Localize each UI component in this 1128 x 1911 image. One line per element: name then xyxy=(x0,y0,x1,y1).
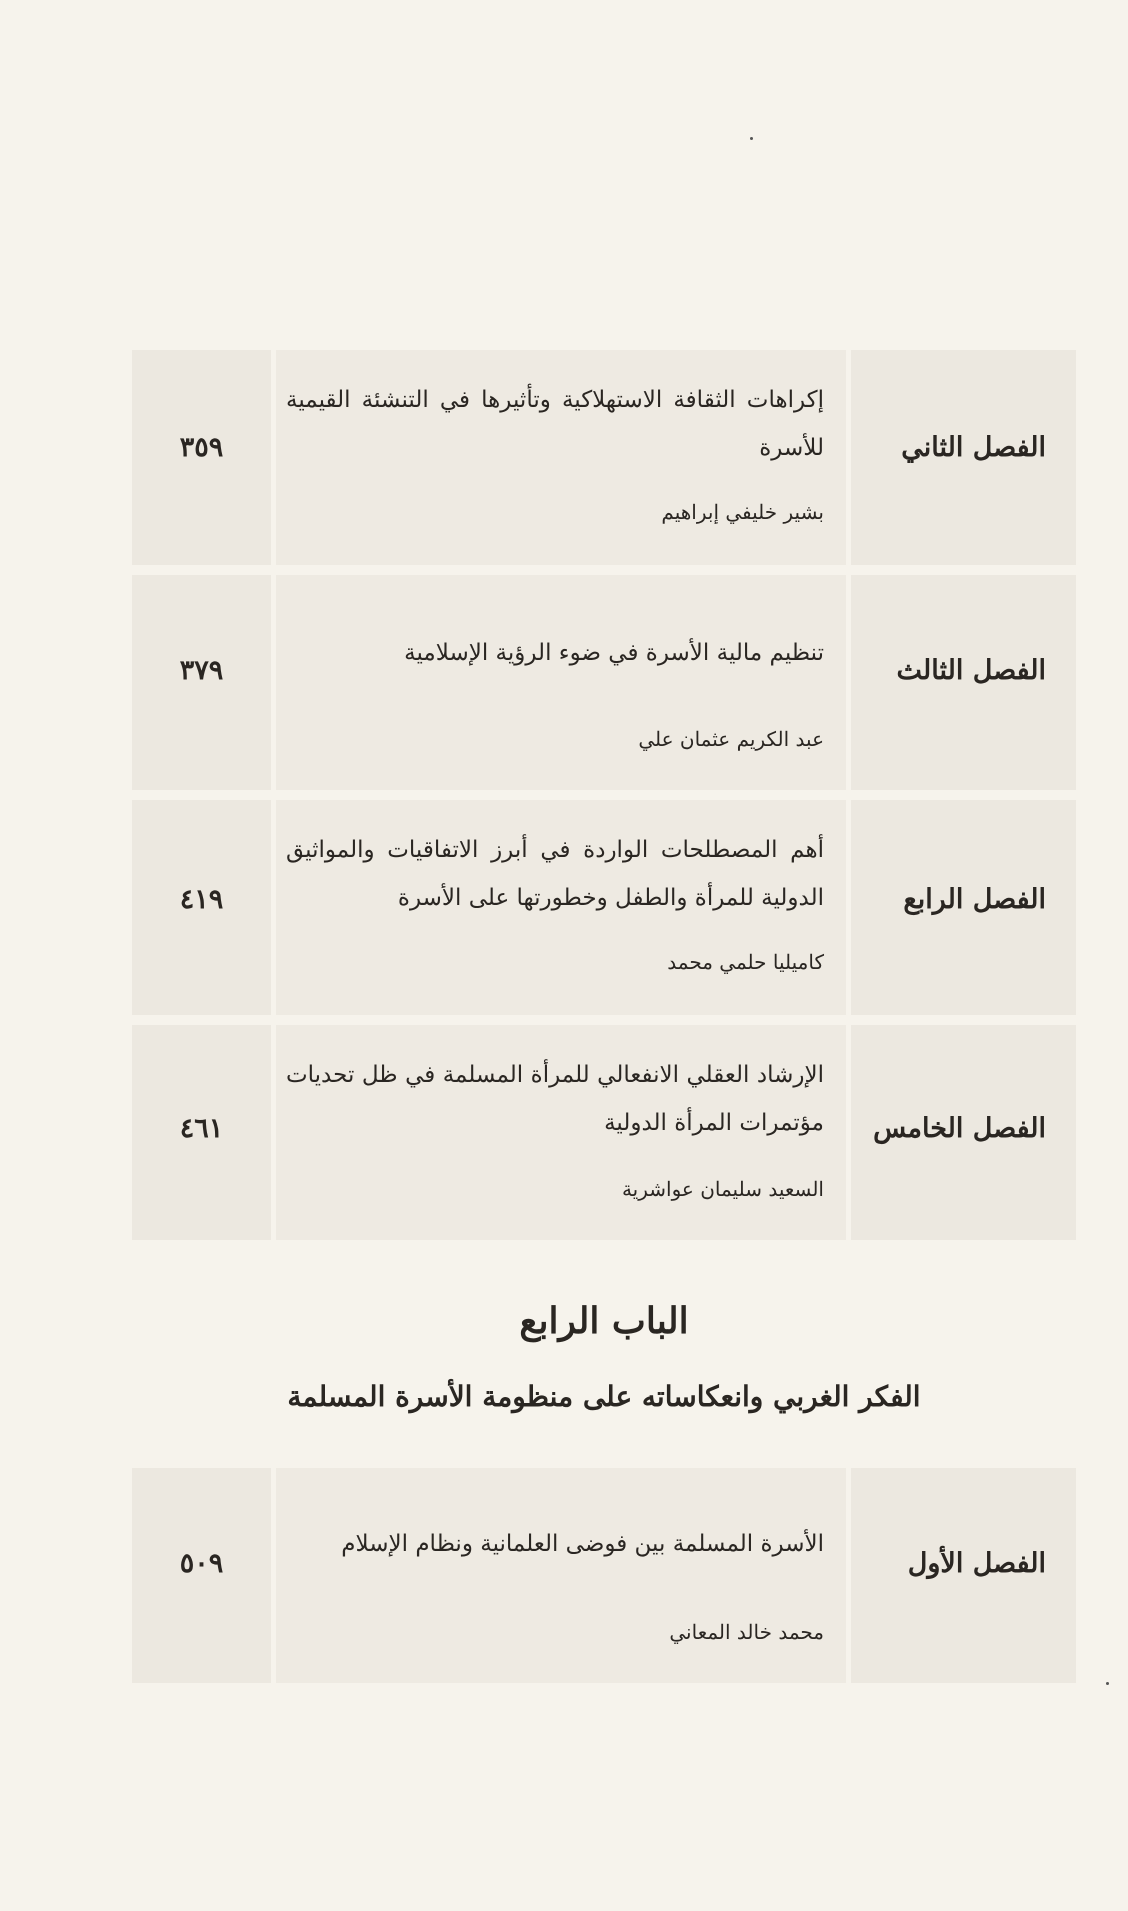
chapter-cell xyxy=(851,1025,1076,1240)
title-cell xyxy=(276,575,846,790)
chapter-title: تنظيم مالية الأسرة في ضوء الرؤية الإسلامية xyxy=(404,640,824,666)
page-number: ٤١٩ xyxy=(179,884,224,915)
speck-mark xyxy=(750,137,753,140)
table-of-contents xyxy=(132,350,1076,1250)
toc-entry xyxy=(132,1468,1076,1683)
chapter-author: كاميليا حلمي محمد xyxy=(667,950,824,974)
page-number-cell xyxy=(132,350,271,565)
part-heading: الباب الرابع xyxy=(519,1300,689,1342)
chapter-author: عبد الكريم عثمان علي xyxy=(638,727,824,751)
toc-entry xyxy=(132,1025,1076,1240)
chapter-cell xyxy=(851,1468,1076,1683)
page-number-cell xyxy=(132,800,271,1015)
page-number-cell xyxy=(132,1025,271,1240)
chapter-cell xyxy=(851,350,1076,565)
title-cell xyxy=(276,800,846,1015)
chapter-label: الفصل الأول xyxy=(907,1548,1046,1579)
chapter-author: محمد خالد المعاني xyxy=(669,1620,824,1644)
chapter-label: الفصل الخامس xyxy=(873,1113,1046,1144)
chapter-title: الإرشاد العقلي الانفعالي للمرأة المسلمة في ظل تحديات مؤتمرات المرأة الدولية xyxy=(286,1062,824,1136)
toc-entry xyxy=(132,350,1076,565)
toc-entry xyxy=(132,800,1076,1015)
speck-mark xyxy=(1106,1682,1109,1685)
chapter-cell xyxy=(851,800,1076,1015)
chapter-label: الفصل الرابع xyxy=(903,884,1046,915)
title-cell xyxy=(276,350,846,565)
page-number-cell xyxy=(132,1468,271,1683)
title-cell xyxy=(276,1468,846,1683)
page-number: ٥٠٩ xyxy=(179,1548,224,1579)
part-title: الفكر الغربي وانعكاساته على منظومة الأسرة المسلمة xyxy=(287,1380,921,1413)
table-of-contents xyxy=(132,1468,1076,1693)
chapter-label: الفصل الثالث xyxy=(896,655,1046,686)
chapter-title: الأسرة المسلمة بين فوضى العلمانية ونظام الإسلام xyxy=(341,1531,824,1557)
toc-entry xyxy=(132,575,1076,790)
page-number: ٣٥٩ xyxy=(179,432,224,463)
page-number: ٤٦١ xyxy=(179,1113,224,1144)
chapter-author: السعيد سليمان عواشرية xyxy=(621,1177,824,1201)
chapter-label: الفصل الثاني xyxy=(901,432,1046,463)
page-number: ٣٧٩ xyxy=(179,655,224,686)
page-number-cell xyxy=(132,575,271,790)
chapter-title: أهم المصطلحات الواردة في أبرز الاتفاقيات والمواثيق الدولية للمرأة والطفل وخطورتها على الأسرة xyxy=(286,837,824,911)
chapter-cell xyxy=(851,575,1076,790)
title-cell xyxy=(276,1025,846,1240)
chapter-title: إكراهات الثقافة الاستهلاكية وتأثيرها في التنشئة القيمية للأسرة xyxy=(286,387,824,461)
chapter-author: بشير خليفي إبراهيم xyxy=(661,500,824,524)
